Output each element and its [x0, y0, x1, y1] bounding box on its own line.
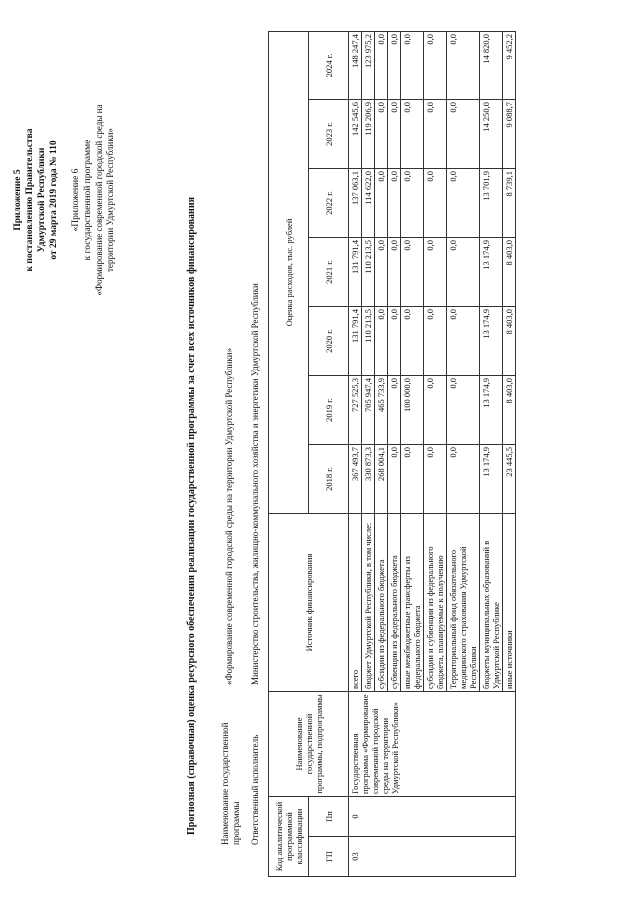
- value-cell: 727 525,3: [349, 376, 362, 445]
- gp-code-cell: 03: [349, 837, 516, 877]
- appendix-program-name: «Формирование современной городской среды на территории Удмуртской Республики»: [94, 104, 115, 296]
- executor-label: Ответственный исполнитель: [250, 734, 260, 845]
- value-cell: 13 174,9: [480, 307, 503, 376]
- value-cell: 367 493,7: [349, 445, 362, 514]
- source-cell: иные межбюджетные трансферты из федерального бюджета: [401, 514, 424, 692]
- value-cell: 0,0: [401, 238, 424, 307]
- document-title: Прогнозная (справочная) оценка ресурсного обеспечения реализации государственной программы за счет всех источников финансирования: [186, 197, 197, 835]
- value-cell: 14 250,0: [480, 100, 503, 169]
- value-cell: 0,0: [401, 169, 424, 238]
- source-cell: Территориальный фонд обязательного медицинского страхования Удмуртской Республики: [447, 514, 480, 692]
- value-cell: 13 174,9: [480, 376, 503, 445]
- year-header: 2020 г.: [309, 307, 349, 376]
- value-cell: 0,0: [401, 307, 424, 376]
- value-cell: 0,0: [424, 169, 447, 238]
- value-cell: 0,0: [424, 100, 447, 169]
- year-header: 2022 г.: [309, 169, 349, 238]
- value-cell: 268 004,1: [375, 445, 388, 514]
- financing-table: [268, 31, 516, 877]
- value-cell: 0,0: [375, 238, 388, 307]
- program-value: «Формирование современной городской среды на территории Удмуртской Республики»: [224, 347, 234, 685]
- name-header: Наименование государственной программы, подпрограммы: [269, 692, 349, 797]
- source-cell: всего: [349, 514, 362, 692]
- year-header: 2021 г.: [309, 238, 349, 307]
- value-cell: 0,0: [401, 100, 424, 169]
- source-cell: субвенции из федерального бюджета: [388, 514, 401, 692]
- appendix-prev-ref: к государственной программе: [83, 139, 93, 261]
- executor-row: [250, 25, 262, 845]
- source-cell: бюджеты муниципальных образований в Удмуртской Республике: [480, 514, 503, 692]
- value-cell: 0,0: [424, 238, 447, 307]
- value-cell: 0,0: [388, 376, 401, 445]
- executor-value: Министерство строительства, жилищно-коммунального хозяйства и энергетики Удмуртской Республики: [250, 283, 260, 685]
- value-cell: 0,0: [424, 445, 447, 514]
- appendix-ref-line: Удмуртской Республики: [37, 147, 47, 253]
- value-cell: 0,0: [447, 169, 480, 238]
- value-cell: 0,0: [375, 307, 388, 376]
- value-cell: 0,0: [388, 32, 401, 100]
- appendix-header: [12, 90, 116, 310]
- value-cell: 0,0: [424, 32, 447, 100]
- value-cell: 0,0: [401, 32, 424, 100]
- value-cell: 0,0: [375, 169, 388, 238]
- appendix-date: от 29 марта 2019 года № 110: [49, 140, 59, 260]
- value-cell: 131 791,4: [349, 238, 362, 307]
- value-cell: 131 791,4: [349, 307, 362, 376]
- program-name-cell: Государственная программа «Формирование современной городской среды на территории Удмуртской Республики»: [349, 692, 516, 797]
- value-cell: 0,0: [388, 238, 401, 307]
- pp-code-cell: 0: [349, 797, 516, 837]
- value-cell: 0,0: [388, 169, 401, 238]
- code-group-header: Код аналитической программной классификации: [269, 797, 309, 877]
- source-header: Источник финансирования: [269, 514, 349, 692]
- source-cell: иные источники: [503, 514, 516, 692]
- value-cell: 9 452,2: [503, 32, 516, 100]
- pp-header: Пп: [309, 797, 349, 837]
- value-cell: 0,0: [401, 445, 424, 514]
- value-cell: 8 403,0: [503, 238, 516, 307]
- value-cell: 119 206,9: [362, 100, 375, 169]
- value-cell: 110 213,5: [362, 238, 375, 307]
- source-cell: субсидии и субвенции из федерального бюджета, планируемые к получению: [424, 514, 447, 692]
- value-cell: 13 174,9: [480, 238, 503, 307]
- value-cell: 14 820,0: [480, 32, 503, 100]
- gp-header: ГП: [309, 837, 349, 877]
- year-header: 2018 г.: [309, 445, 349, 514]
- program-label: Наименование государственной программы: [220, 722, 241, 845]
- appendix-ref-line: к постановлению Правительства: [25, 128, 35, 272]
- value-cell: 0,0: [447, 100, 480, 169]
- value-cell: 0,0: [375, 32, 388, 100]
- value-cell: 114 622,0: [362, 169, 375, 238]
- value-cell: 137 063,1: [349, 169, 362, 238]
- value-cell: 142 545,6: [349, 100, 362, 169]
- source-cell: бюджет Удмуртской Республики, в том числе:: [362, 514, 375, 692]
- value-cell: 705 947,4: [362, 376, 375, 445]
- value-cell: 110 213,5: [362, 307, 375, 376]
- value-cell: 0,0: [447, 376, 480, 445]
- value-cell: 0,0: [447, 32, 480, 100]
- value-cell: 8 739,1: [503, 169, 516, 238]
- appendix-number: Приложение 5: [13, 169, 23, 231]
- costs-header: Оценка расходов, тыс. рублей: [269, 32, 309, 514]
- value-cell: 0,0: [447, 307, 480, 376]
- value-cell: 13 174,9: [480, 445, 503, 514]
- value-cell: 8 403,0: [503, 376, 516, 445]
- appendix-prev-number: «Приложение 6: [71, 168, 81, 232]
- value-cell: 13 701,9: [480, 169, 503, 238]
- value-cell: 0,0: [447, 238, 480, 307]
- source-cell: субсидии из федерального бюджета: [375, 514, 388, 692]
- table-row: [349, 32, 362, 877]
- value-cell: 0,0: [424, 376, 447, 445]
- value-cell: 9 088,7: [503, 100, 516, 169]
- value-cell: 330 873,3: [362, 445, 375, 514]
- year-header: 2023 г.: [309, 100, 349, 169]
- value-cell: 0,0: [388, 307, 401, 376]
- value-cell: 0,0: [447, 445, 480, 514]
- value-cell: 123 975,2: [362, 32, 375, 100]
- year-header: 2019 г.: [309, 376, 349, 445]
- year-header: 2024 г.: [309, 32, 349, 100]
- value-cell: 8 403,0: [503, 307, 516, 376]
- value-cell: 0,0: [375, 100, 388, 169]
- value-cell: 0,0: [388, 445, 401, 514]
- value-cell: 23 445,5: [503, 445, 516, 514]
- value-cell: 0,0: [388, 100, 401, 169]
- value-cell: 100 000,0: [401, 376, 424, 445]
- value-cell: 148 247,4: [349, 32, 362, 100]
- program-name-row: [220, 25, 244, 845]
- value-cell: 0,0: [424, 307, 447, 376]
- value-cell: 465 733,9: [375, 376, 388, 445]
